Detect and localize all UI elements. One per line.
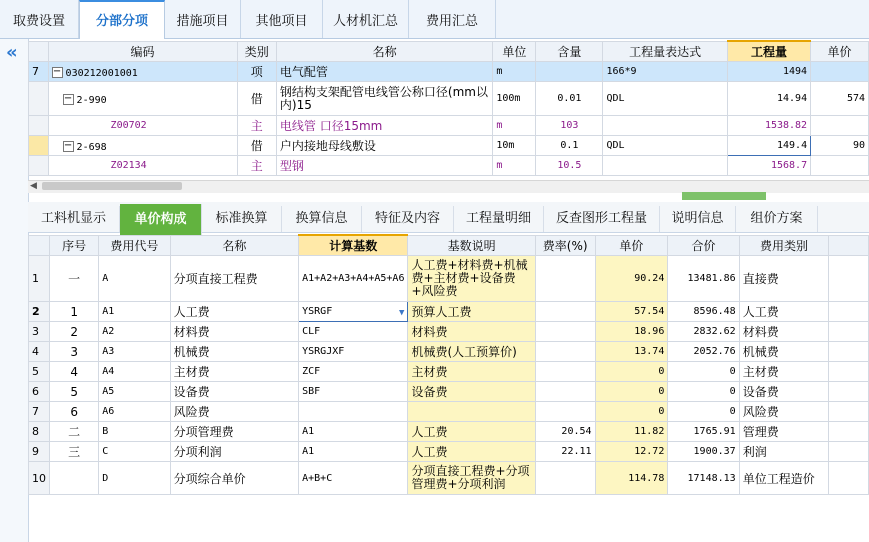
upper-header-row [29,41,869,62]
col-header-quantity[interactable]: 工程量 [727,41,810,62]
code-cell[interactable] [48,82,237,116]
tab-other-items[interactable]: 其他项目 [241,0,323,38]
rate-cell[interactable] [535,362,595,382]
lower-grid-body [29,256,869,495]
content-cell[interactable]: 10.5 [536,156,603,176]
code-cell[interactable] [48,136,237,156]
tab-sub-items[interactable]: 分部分项 [79,0,165,39]
fee-category-cell[interactable]: 设备费 [739,382,829,402]
col-header-code[interactable]: 编码 [48,41,237,62]
fee-code-cell[interactable]: B [99,422,170,442]
base-desc-cell[interactable] [408,402,535,422]
tab-labor-material-summary[interactable]: 人材机汇总 [323,0,409,38]
tab-quantity-details[interactable]: 工程量明细 [454,206,544,232]
collapse-toggle-icon[interactable]: − [63,139,73,151]
fee-code-cell[interactable]: A4 [99,362,170,382]
name-cell[interactable]: 电线管 口径15mm [276,116,492,136]
rate-cell[interactable] [535,322,595,342]
content-cell[interactable]: 0.1 [536,136,603,156]
code-cell[interactable]: Z02134 [48,156,237,176]
seq-cell[interactable]: 三 [50,442,99,462]
dropdown-arrow-icon[interactable]: ▼ [399,307,405,318]
col-header-unit-price[interactable]: 单价 [595,235,668,256]
tab-description-info[interactable]: 说明信息 [660,206,736,232]
quantity-cell[interactable]: 1568.7 [727,156,810,176]
table-row[interactable] [29,462,869,495]
seq-cell[interactable]: 5 [50,382,99,402]
price-cell[interactable] [811,116,869,136]
name-cell[interactable]: 分项利润 [170,442,299,462]
col-header-calc-base[interactable]: 计算基数 [299,235,408,256]
calc-base-cell[interactable] [299,302,408,322]
total-cell[interactable]: 1900.37 [668,442,739,462]
total-cell[interactable]: 17148.13 [668,462,739,495]
base-desc-cell[interactable]: 人工费+材料费+机械费+主材费+设备费+风险费 [408,256,535,302]
unit-cell[interactable]: m [493,156,536,176]
name-cell[interactable]: 分项综合单价 [170,462,299,495]
row-number [29,136,49,156]
name-cell[interactable]: 人工费 [170,302,299,322]
scrollbar-thumb[interactable] [42,182,182,190]
base-desc-cell[interactable]: 主材费 [408,362,535,382]
calc-base-cell[interactable]: A1 [299,442,408,462]
content-cell[interactable]: 0.01 [536,82,603,116]
col-header-content[interactable]: 含量 [536,41,603,62]
fee-category-cell[interactable]: 风险费 [739,402,829,422]
seq-cell[interactable]: 二 [50,422,99,442]
expression-cell[interactable] [603,156,727,176]
rate-cell[interactable] [535,382,595,402]
table-row[interactable] [29,302,869,322]
name-cell[interactable]: 型钢 [276,156,492,176]
unit-price-cell[interactable]: 90.24 [595,256,668,302]
calc-base-cell[interactable]: A1 [299,422,408,442]
row-number: 1 [29,256,50,302]
calc-base-value: YSRGF [302,305,333,317]
name-cell[interactable]: 机械费 [170,342,299,362]
expression-cell[interactable]: 166*9 [603,62,727,82]
sub-items-grid [28,40,869,176]
table-row[interactable] [29,442,869,462]
calc-base-cell[interactable] [299,402,408,422]
fee-code-cell[interactable]: A [99,256,170,302]
fee-category-cell[interactable]: 单位工程造价 [739,462,829,495]
calc-base-cell[interactable]: ZCF [299,362,408,382]
content-cell[interactable] [536,62,603,82]
row-number-header [29,41,49,62]
price-cell[interactable] [811,156,869,176]
fee-code-cell[interactable]: A6 [99,402,170,422]
fee-code-cell[interactable]: C [99,442,170,462]
empty-cell [829,256,869,302]
collapse-toggle-icon[interactable]: − [52,65,62,77]
tab-measures[interactable]: 措施项目 [165,0,241,38]
side-collapse-bar [0,39,29,542]
empty-cell [829,442,869,462]
name-cell[interactable]: 材料费 [170,322,299,342]
unit-price-cell[interactable]: 0 [595,362,668,382]
rate-cell[interactable] [535,256,595,302]
tab-reverse-lookup[interactable]: 反查图形工程量 [544,206,660,232]
total-cell[interactable]: 0 [668,382,739,402]
table-row[interactable] [29,422,869,442]
tab-features-content[interactable]: 特征及内容 [362,206,454,232]
tab-pricing-scheme[interactable]: 组价方案 [736,206,818,232]
row-number: 9 [29,442,50,462]
empty-cell [829,402,869,422]
table-row[interactable] [29,62,869,82]
col-header-seq[interactable]: 序号 [50,235,99,256]
calc-base-cell[interactable]: SBF [299,382,408,402]
unit-price-cell[interactable]: 12.72 [595,442,668,462]
table-row[interactable] [29,136,869,156]
col-header-rate[interactable]: 费率(%) [535,235,595,256]
row-number: 2 [29,302,50,322]
calc-base-cell[interactable]: CLF [299,322,408,342]
base-desc-cell[interactable]: 设备费 [408,382,535,402]
total-cell[interactable]: 8596.48 [668,302,739,322]
type-cell[interactable]: 项 [237,62,276,82]
col-header-base-desc[interactable]: 基数说明 [408,235,535,256]
table-row[interactable] [29,82,869,116]
fee-category-cell[interactable]: 利润 [739,442,829,462]
expression-cell[interactable]: QDL [603,136,727,156]
row-number: 10 [29,462,50,495]
fee-category-cell[interactable]: 人工费 [739,302,829,322]
price-cell[interactable]: 574 [811,82,869,116]
total-cell[interactable]: 0 [668,362,739,382]
col-header-type[interactable]: 类别 [237,41,276,62]
double-chevron-left-icon[interactable]: « [6,42,18,63]
col-header-price[interactable]: 单价 [811,41,869,62]
row-number: 5 [29,362,50,382]
name-cell[interactable]: 分项管理费 [170,422,299,442]
fee-category-cell[interactable]: 直接费 [739,256,829,302]
price-cell[interactable] [811,62,869,82]
table-row[interactable] [29,342,869,362]
col-header-expression[interactable]: 工程量表达式 [603,41,727,62]
base-desc-cell[interactable]: 材料费 [408,322,535,342]
lower-header-row [29,235,869,256]
rate-cell[interactable] [535,302,595,322]
base-desc-cell[interactable]: 机械费(人工预算价) [408,342,535,362]
row-number-header [29,235,50,256]
col-header-unit[interactable]: 单位 [493,41,536,62]
quantity-cell[interactable]: 149.4 [727,136,810,156]
empty-cell [829,462,869,495]
row-number: 8 [29,422,50,442]
table-row[interactable] [29,156,869,176]
unit-price-cell[interactable]: 18.96 [595,322,668,342]
base-desc-cell[interactable]: 人工费 [408,442,535,462]
total-cell[interactable]: 2832.62 [668,322,739,342]
fee-category-cell[interactable]: 主材费 [739,362,829,382]
unit-price-cell[interactable]: 0 [595,382,668,402]
empty-cell [829,302,869,322]
type-cell[interactable]: 主 [237,116,276,136]
seq-cell[interactable]: 2 [50,322,99,342]
name-cell[interactable]: 分项直接工程费 [170,256,299,302]
base-desc-cell[interactable]: 分项直接工程费+分项管理费+分项利润 [408,462,535,495]
fee-category-cell[interactable]: 机械费 [739,342,829,362]
unit-cell[interactable]: m [493,116,536,136]
tab-cost-summary[interactable]: 费用汇总 [409,0,496,38]
total-cell[interactable]: 0 [668,402,739,422]
expression-cell[interactable]: QDL [603,82,727,116]
calc-base-cell[interactable]: A+B+C [299,462,408,495]
empty-cell [829,382,869,402]
fee-code-cell[interactable]: A3 [99,342,170,362]
fee-code-cell[interactable]: A2 [99,322,170,342]
rate-cell[interactable] [535,462,595,495]
col-header-name[interactable]: 名称 [170,235,299,256]
detail-tab-bar [28,202,869,233]
type-cell[interactable]: 借 [237,82,276,116]
rate-cell[interactable]: 20.54 [535,422,595,442]
unit-cell[interactable]: 10m [493,136,536,156]
fee-code-cell[interactable]: A5 [99,382,170,402]
total-cell[interactable]: 13481.86 [668,256,739,302]
rate-cell[interactable] [535,342,595,362]
tab-fee-settings[interactable]: 取费设置 [0,0,79,38]
code-value: 030212001001 [65,67,138,79]
collapse-toggle-icon[interactable]: − [63,92,73,104]
top-tab-bar [0,0,869,39]
name-cell[interactable]: 设备费 [170,382,299,402]
col-header-empty [829,235,869,256]
unit-cell[interactable]: 100m [493,82,536,116]
base-desc-cell[interactable]: 人工费 [408,422,535,442]
unit-price-cell[interactable]: 13.74 [595,342,668,362]
row-number [29,82,49,116]
quantity-cell[interactable]: 14.94 [727,82,810,116]
col-header-fee-category[interactable]: 费用类别 [739,235,829,256]
seq-cell[interactable]: 4 [50,362,99,382]
table-row[interactable] [29,116,869,136]
seq-cell[interactable] [50,462,99,495]
empty-cell [829,322,869,342]
name-cell[interactable]: 电气配管 [276,62,492,82]
table-row[interactable] [29,382,869,402]
table-row[interactable] [29,362,869,382]
name-cell[interactable]: 主材费 [170,362,299,382]
row-number: 7 [29,402,50,422]
seq-cell[interactable]: 一 [50,256,99,302]
unit-cell[interactable]: m [493,62,536,82]
price-cell[interactable]: 90 [811,136,869,156]
table-row[interactable] [29,402,869,422]
code-value: 2-698 [76,141,107,153]
code-cell[interactable]: Z00702 [48,116,237,136]
panel-splitter-handle[interactable] [682,192,766,200]
tab-labor-material-display[interactable]: 工料机显示 [28,206,120,232]
col-header-fee-code[interactable]: 费用代号 [99,235,170,256]
code-cell[interactable] [48,62,237,82]
rate-cell[interactable] [535,402,595,422]
content-cell[interactable]: 103 [536,116,603,136]
unit-price-cell[interactable]: 114.78 [595,462,668,495]
seq-cell[interactable]: 1 [50,302,99,322]
fee-category-cell[interactable]: 管理费 [739,422,829,442]
quantity-cell[interactable]: 1494 [727,62,810,82]
row-number: 6 [29,382,50,402]
table-row[interactable] [29,256,869,302]
unit-price-cell[interactable]: 57.54 [595,302,668,322]
col-header-name[interactable]: 名称 [276,41,492,62]
unit-price-cell[interactable]: 11.82 [595,422,668,442]
empty-cell [829,362,869,382]
col-header-total[interactable]: 合价 [668,235,739,256]
row-number [29,156,49,176]
unit-price-composition-grid [28,234,869,495]
row-number [29,116,49,136]
type-cell[interactable]: 主 [237,156,276,176]
row-number: 4 [29,342,50,362]
fee-code-cell[interactable]: D [99,462,170,495]
rate-cell[interactable]: 22.11 [535,442,595,462]
tab-standard-conversion[interactable]: 标准换算 [202,206,282,232]
calc-base-cell[interactable]: YSRGJXF [299,342,408,362]
scroll-left-arrow-icon[interactable]: ◀ [30,181,37,191]
base-desc-cell[interactable]: 预算人工费 [408,302,535,322]
table-row[interactable] [29,322,869,342]
code-value: 2-990 [76,94,107,106]
tab-unit-price-composition[interactable]: 单价构成 [120,204,202,235]
name-cell[interactable]: 户内接地母线敷设 [276,136,492,156]
seq-cell[interactable]: 3 [50,342,99,362]
name-cell[interactable]: 钢结构支架配管电线管公称口径(mm以内)15 [276,82,492,116]
unit-price-cell[interactable]: 0 [595,402,668,422]
fee-code-cell[interactable]: A1 [99,302,170,322]
calc-base-cell[interactable]: A1+A2+A3+A4+A5+A6 [299,256,408,302]
expression-cell[interactable] [603,116,727,136]
seq-cell[interactable]: 6 [50,402,99,422]
quantity-cell[interactable]: 1538.82 [727,116,810,136]
fee-category-cell[interactable]: 材料费 [739,322,829,342]
empty-cell [829,422,869,442]
total-cell[interactable]: 2052.76 [668,342,739,362]
empty-cell [829,342,869,362]
tab-conversion-info[interactable]: 换算信息 [282,206,362,232]
row-number: 3 [29,322,50,342]
name-cell[interactable]: 风险费 [170,402,299,422]
type-cell[interactable]: 借 [237,136,276,156]
row-number: 7 [29,62,49,82]
total-cell[interactable]: 1765.91 [668,422,739,442]
